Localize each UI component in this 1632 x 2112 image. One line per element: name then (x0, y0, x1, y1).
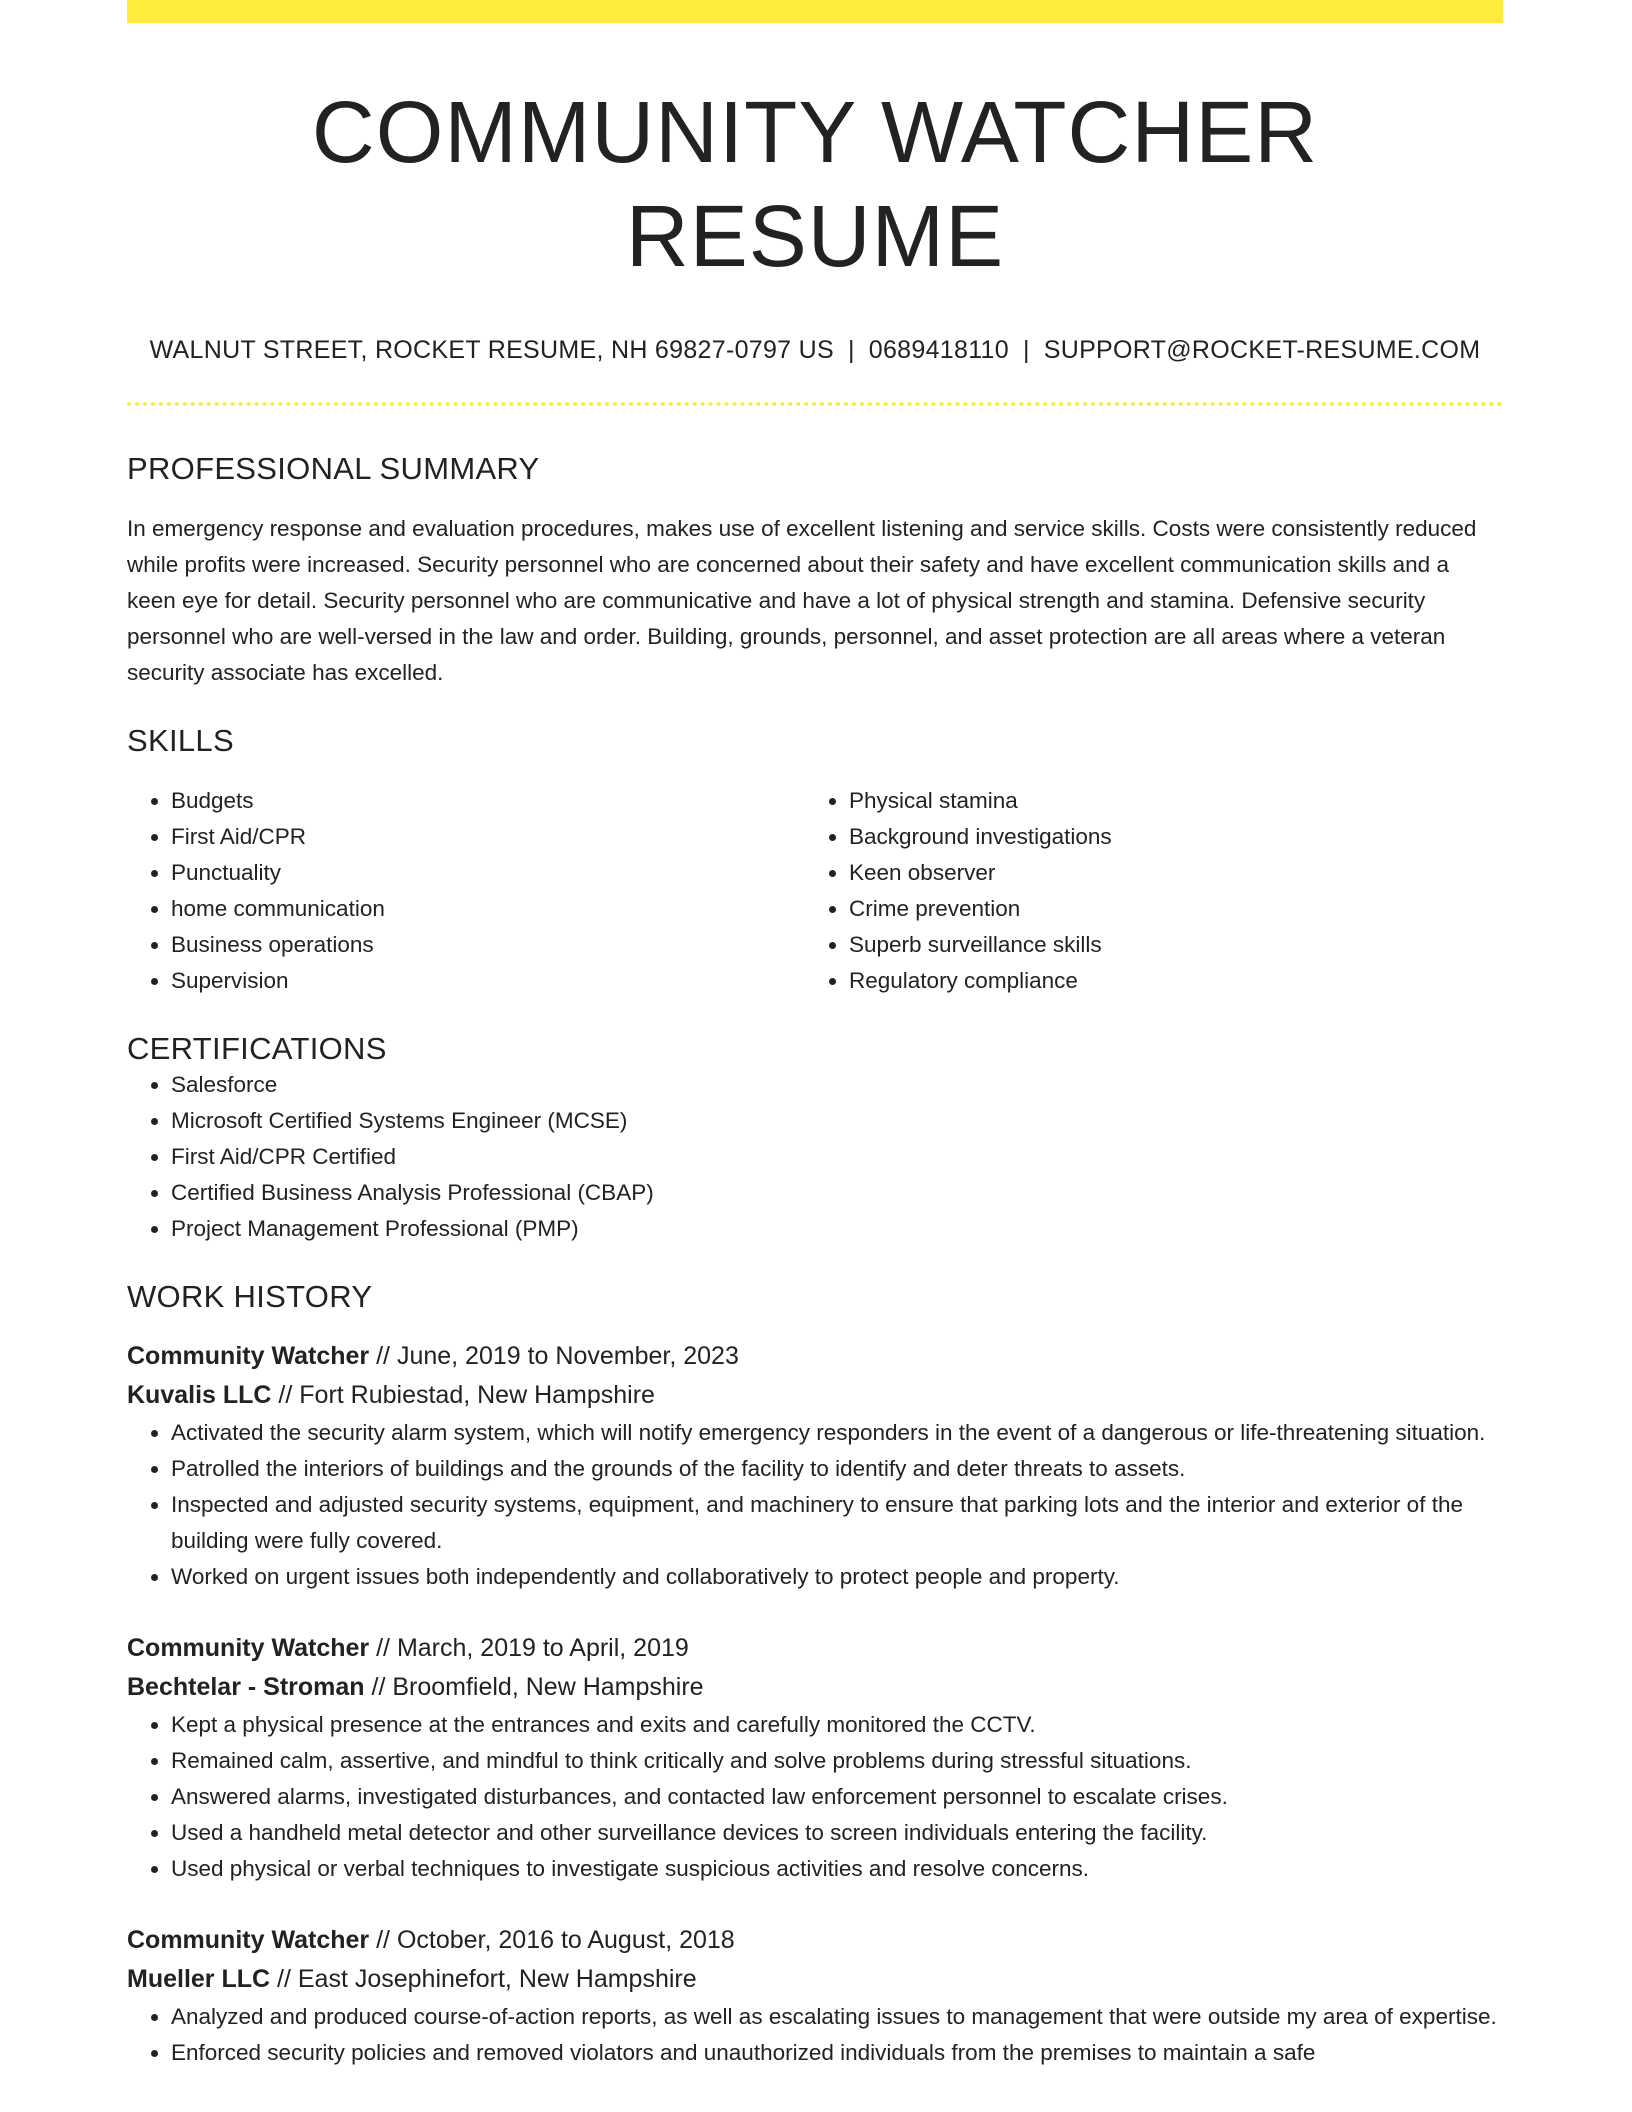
skill-item: • home communication (171, 891, 805, 927)
job-dates: // March, 2019 to April, 2019 (369, 1633, 689, 1662)
contact-separator: | (1022, 335, 1030, 364)
job-duty: • Answered alarms, investigated disturbances, and contacted law enforcement personnel to escalate crises. (171, 1779, 1503, 1815)
certification-item: • Certified Business Analysis Professional (CBAP) (171, 1175, 1503, 1211)
job-location: // East Josephinefort, New Hampshire (270, 1964, 697, 1993)
job-role-line (127, 1921, 1503, 1960)
contact-separator: | (847, 335, 855, 364)
job-role-line (127, 1629, 1503, 1668)
job-duty: • Worked on urgent issues both independently and collaboratively to protect people and property. (171, 1559, 1503, 1595)
job-location: // Broomfield, New Hampshire (364, 1672, 704, 1701)
skill-item: • Punctuality (171, 855, 805, 891)
certification-item: • First Aid/CPR Certified (171, 1139, 1503, 1175)
skill-item: • Background investigations (849, 819, 1483, 855)
skills-columns (127, 783, 1503, 999)
contact-phone: 0689418110 (868, 335, 1009, 364)
certification-item: • Project Management Professional (PMP) (171, 1211, 1503, 1247)
top-accent-bar (127, 0, 1503, 23)
job-company-line (127, 1960, 1503, 1999)
job-duty: • Enforced security policies and removed violators and unauthorized individuals from the premises to maintain a safe (171, 2035, 1503, 2071)
job-duties-list (127, 1707, 1503, 1887)
job-company: Kuvalis LLC (127, 1380, 272, 1409)
dotted-divider (127, 402, 1503, 406)
skill-item: • First Aid/CPR (171, 819, 805, 855)
skill-item: • Physical stamina (849, 783, 1483, 819)
skills-heading: SKILLS (127, 722, 234, 758)
job-location: // Fort Rubiestad, New Hampshire (271, 1380, 655, 1409)
job-duty: • Activated the security alarm system, which will notify emergency responders in the event of a dangerous or life-threatening situation. (171, 1415, 1503, 1451)
certification-item: • Microsoft Certified Systems Engineer (MCSE) (171, 1103, 1503, 1139)
job-role: Community Watcher (127, 1341, 370, 1370)
skill-item: • Budgets (171, 783, 805, 819)
summary-heading: PROFESSIONAL SUMMARY (127, 450, 540, 486)
job-entry (127, 1337, 1503, 1595)
contact-email: SUPPORT@ROCKET-RESUME.COM (1043, 335, 1481, 364)
skills-list-left (127, 783, 805, 999)
skills-column-right (805, 783, 1483, 999)
job-company: Bechtelar - Stroman (127, 1672, 365, 1701)
certification-item: • Salesforce (171, 1067, 1503, 1103)
job-entry (127, 1921, 1503, 2071)
skill-item: • Regulatory compliance (849, 963, 1483, 999)
skill-item: • Superb surveillance skills (849, 927, 1483, 963)
skill-item: • Business operations (171, 927, 805, 963)
job-duty: • Patrolled the interiors of buildings and the grounds of the facility to identify and deter threats to assets. (171, 1451, 1503, 1487)
job-duty: • Remained calm, assertive, and mindful to think critically and solve problems during stressful situations. (171, 1743, 1503, 1779)
job-role: Community Watcher (127, 1633, 370, 1662)
skill-item: • Keen observer (849, 855, 1483, 891)
job-company-line (127, 1376, 1503, 1415)
skill-item: • Supervision (171, 963, 805, 999)
contact-address: WALNUT STREET, ROCKET RESUME, NH 69827-0797 US (149, 335, 834, 364)
job-role-line (127, 1337, 1503, 1376)
job-entry (127, 1629, 1503, 1887)
job-company-line (127, 1668, 1503, 1707)
job-duty: • Used a handheld metal detector and other surveillance devices to screen individuals entering the facility. (171, 1815, 1503, 1851)
skill-item: • Crime prevention (849, 891, 1483, 927)
certifications-heading: CERTIFICATIONS (127, 1030, 387, 1066)
job-role: Community Watcher (127, 1925, 370, 1954)
job-duties-list (127, 1415, 1503, 1595)
job-duty: • Used physical or verbal techniques to investigate suspicious activities and resolve concerns. (171, 1851, 1503, 1887)
job-company: Mueller LLC (127, 1964, 271, 1993)
job-dates: // June, 2019 to November, 2023 (369, 1341, 739, 1370)
job-duty: • Kept a physical presence at the entrances and exits and carefully monitored the CCTV. (171, 1707, 1503, 1743)
job-duties-list (127, 1999, 1503, 2071)
contact-line (127, 336, 1503, 365)
work-history-heading: WORK HISTORY (127, 1278, 373, 1314)
resume-title: COMMUNITY WATCHER RESUME (311, 84, 1319, 286)
resume-page (127, 0, 1503, 2071)
summary-text: In emergency response and evaluation procedures, makes use of excellent listening and service skills. Costs were consistently reduced while profits were increased. Security personnel who are concerned about their safety and have excellent communication skills and a keen eye for detail. Security personnel who are communicative and have a lot of physical strength and stamina. Defensive security personnel who are well-versed in the law and order. Building, grounds, personnel, and asset protection are all areas where a veteran security associate has excelled. (127, 515, 1477, 685)
skills-list-right (805, 783, 1483, 999)
skills-column-left (127, 783, 805, 999)
job-dates: // October, 2016 to August, 2018 (369, 1925, 735, 1954)
certifications-list (127, 1067, 1503, 1247)
job-duty: • Analyzed and produced course-of-action reports, as well as escalating issues to management that were outside my area of expertise. (171, 1999, 1503, 2035)
job-duty: • Inspected and adjusted security systems, equipment, and machinery to ensure that parking lots and the interior and exterior of the building were fully covered. (171, 1487, 1503, 1559)
